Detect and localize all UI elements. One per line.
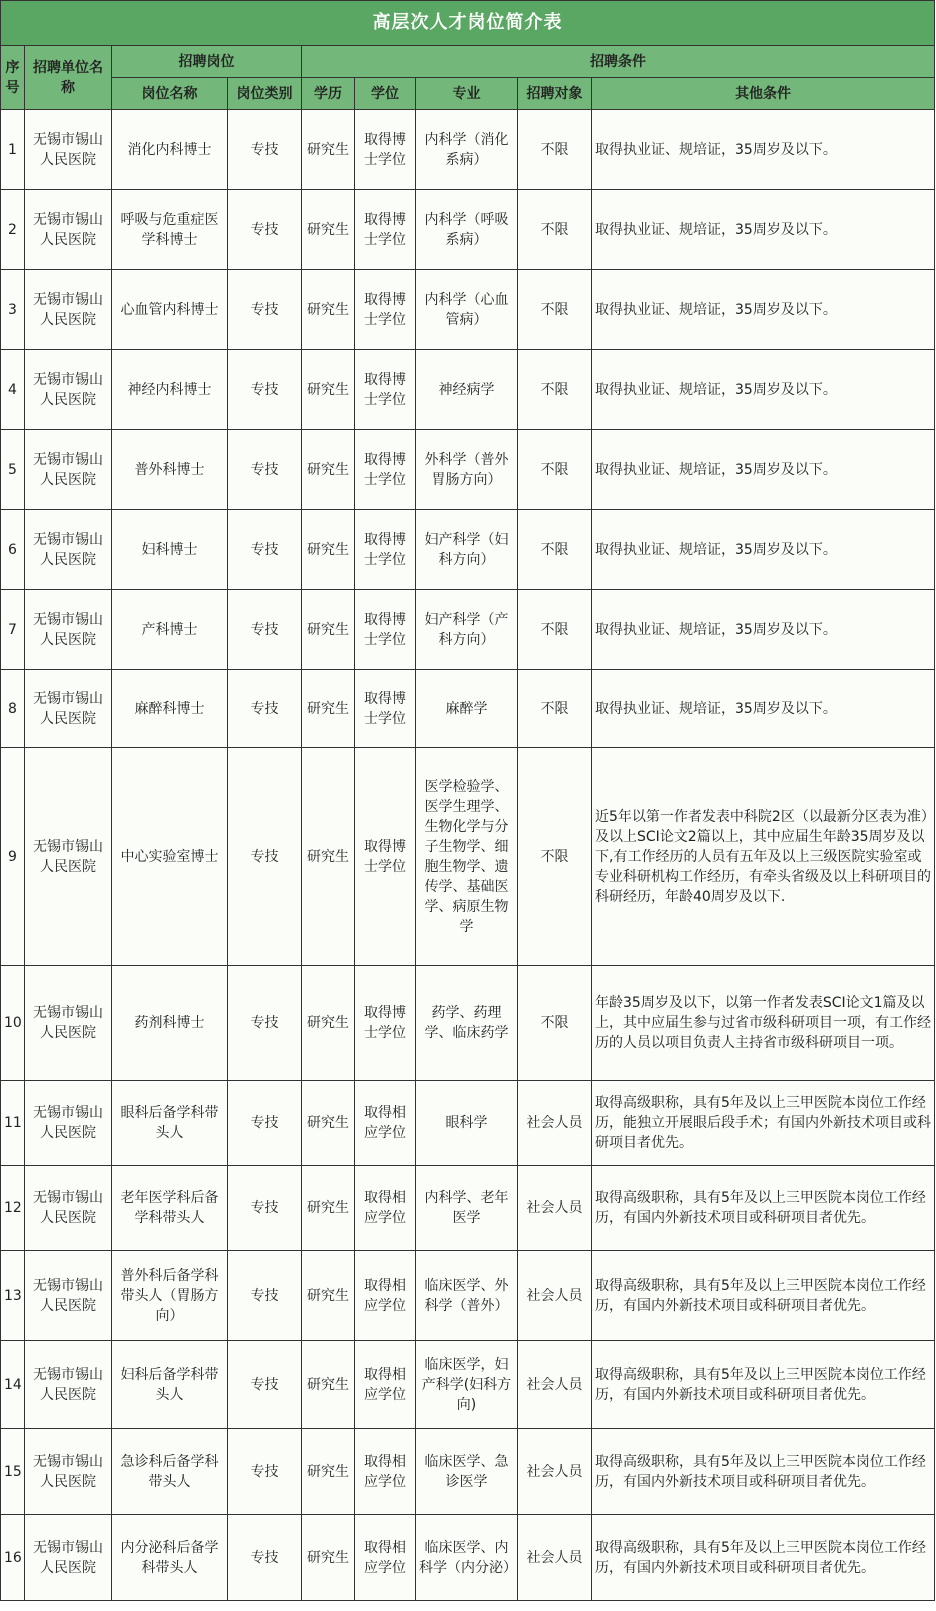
cell-target: 社会人员 [518,1251,592,1341]
table-row [1,1341,935,1429]
cell-major: 临床医学、外科学（普外） [416,1251,518,1341]
cell-major: 临床医学、内科学（内分泌） [416,1515,518,1601]
cell-position-name: 眼科后备学科带头人 [112,1081,228,1166]
cell-other: 取得高级职称，具有5年及以上三甲医院本岗位工作经历，有国内外新技术项目或科研项目者优先。 [592,1515,935,1601]
cell-target: 不限 [518,670,592,748]
cell-other: 取得执业证、规培证，35周岁及以下。 [592,670,935,748]
cell-other: 取得高级职称，具有5年及以上三甲医院本岗位工作经历，有国内外新技术项目或科研项目者优先。 [592,1341,935,1429]
cell-position-name: 心血管内科博士 [112,270,228,350]
cell-seq: 9 [1,748,25,966]
cell-position-name: 普外科后备学科带头人（胃肠方向） [112,1251,228,1341]
cell-other: 取得执业证、规培证，35周岁及以下。 [592,110,935,190]
header-target: 招聘对象 [518,78,592,110]
cell-seq: 2 [1,190,25,270]
cell-unit: 无锡市锡山人民医院 [25,670,112,748]
cell-target: 不限 [518,350,592,430]
cell-education: 研究生 [302,190,355,270]
cell-seq: 6 [1,510,25,590]
cell-degree: 取得相应学位 [355,1429,416,1515]
cell-position-type: 专技 [228,1166,302,1251]
cell-position-name: 内分泌科后备学科带头人 [112,1515,228,1601]
cell-target: 不限 [518,510,592,590]
cell-target: 不限 [518,966,592,1081]
cell-position-name: 消化内科博士 [112,110,228,190]
header-position-type: 岗位类别 [228,78,302,110]
cell-seq: 14 [1,1341,25,1429]
cell-degree: 取得相应学位 [355,1166,416,1251]
cell-other: 取得执业证、规培证，35周岁及以下。 [592,190,935,270]
cell-major: 医学检验学、医学生理学、生物化学与分子生物学、细胞生物学、遗传学、基础医学、病原生物学 [416,748,518,966]
cell-target: 不限 [518,190,592,270]
cell-education: 研究生 [302,1341,355,1429]
cell-other: 取得高级职称，具有5年及以上三甲医院本岗位工作经历，能独立开展眼后段手术；有国内外新技术项目或科研项目者优先。 [592,1081,935,1166]
table-row [1,430,935,510]
table-row [1,1515,935,1601]
cell-degree: 取得博士学位 [355,670,416,748]
cell-degree: 取得博士学位 [355,110,416,190]
cell-degree: 取得相应学位 [355,1081,416,1166]
cell-position-name: 老年医学科后备学科带头人 [112,1166,228,1251]
cell-unit: 无锡市锡山人民医院 [25,590,112,670]
cell-degree: 取得博士学位 [355,430,416,510]
cell-position-name: 产科博士 [112,590,228,670]
cell-unit: 无锡市锡山人民医院 [25,966,112,1081]
header-major: 专业 [416,78,518,110]
cell-major: 内科学（消化系病） [416,110,518,190]
cell-degree: 取得博士学位 [355,748,416,966]
table-row [1,510,935,590]
cell-target: 社会人员 [518,1166,592,1251]
cell-unit: 无锡市锡山人民医院 [25,1081,112,1166]
cell-degree: 取得博士学位 [355,590,416,670]
cell-position-type: 专技 [228,590,302,670]
cell-seq: 15 [1,1429,25,1515]
table-row [1,590,935,670]
cell-education: 研究生 [302,1515,355,1601]
cell-unit: 无锡市锡山人民医院 [25,1166,112,1251]
cell-education: 研究生 [302,110,355,190]
cell-major: 药学、药理学、临床药学 [416,966,518,1081]
table-row [1,1251,935,1341]
cell-major: 临床医学，妇产科学(妇科方向) [416,1341,518,1429]
header-other: 其他条件 [592,78,935,110]
cell-position-name: 急诊科后备学科带头人 [112,1429,228,1515]
cell-education: 研究生 [302,1081,355,1166]
cell-target: 社会人员 [518,1081,592,1166]
cell-position-type: 专技 [228,510,302,590]
cell-other: 年龄35周岁及以下，以第一作者发表SCI论文1篇及以上，其中应届生参与过省市级科研项目一项，有工作经历的人员以项目负责人主持省市级科研项目一项。 [592,966,935,1081]
cell-major: 眼科学 [416,1081,518,1166]
cell-degree: 取得相应学位 [355,1251,416,1341]
table-title: 高层次人才岗位简介表 [1,1,935,46]
cell-position-name: 妇科后备学科带头人 [112,1341,228,1429]
cell-degree: 取得博士学位 [355,190,416,270]
cell-major: 内科学、老年医学 [416,1166,518,1251]
cell-unit: 无锡市锡山人民医院 [25,1429,112,1515]
cell-position-type: 专技 [228,430,302,510]
cell-position-name: 普外科博士 [112,430,228,510]
cell-degree: 取得博士学位 [355,510,416,590]
cell-seq: 7 [1,590,25,670]
cell-position-type: 专技 [228,670,302,748]
cell-position-type: 专技 [228,1429,302,1515]
cell-unit: 无锡市锡山人民医院 [25,1515,112,1601]
cell-degree: 取得博士学位 [355,966,416,1081]
table-row [1,110,935,190]
table-row [1,270,935,350]
cell-other: 取得高级职称，具有5年及以上三甲医院本岗位工作经历，有国内外新技术项目或科研项目者优先。 [592,1429,935,1515]
cell-unit: 无锡市锡山人民医院 [25,270,112,350]
cell-position-type: 专技 [228,1341,302,1429]
cell-major: 外科学（普外胃肠方向） [416,430,518,510]
cell-target: 社会人员 [518,1341,592,1429]
cell-education: 研究生 [302,510,355,590]
header-seq: 序号 [1,46,25,110]
cell-unit: 无锡市锡山人民医院 [25,510,112,590]
cell-major: 内科学（心血管病） [416,270,518,350]
cell-position-type: 专技 [228,270,302,350]
cell-degree: 取得相应学位 [355,1341,416,1429]
cell-other: 取得高级职称，具有5年及以上三甲医院本岗位工作经历，有国内外新技术项目或科研项目者优先。 [592,1251,935,1341]
cell-seq: 5 [1,430,25,510]
cell-position-type: 专技 [228,1515,302,1601]
cell-degree: 取得博士学位 [355,350,416,430]
cell-education: 研究生 [302,590,355,670]
table-row [1,1081,935,1166]
cell-degree: 取得博士学位 [355,270,416,350]
cell-major: 妇产科学（产科方向） [416,590,518,670]
cell-position-type: 专技 [228,190,302,270]
cell-target: 不限 [518,110,592,190]
cell-position-name: 药剂科博士 [112,966,228,1081]
cell-unit: 无锡市锡山人民医院 [25,1251,112,1341]
header-position-group: 招聘岗位 [112,46,302,78]
table-row [1,670,935,748]
cell-education: 研究生 [302,1251,355,1341]
table-row [1,748,935,966]
cell-major: 麻醉学 [416,670,518,748]
header-conditions-group: 招聘条件 [302,46,935,78]
cell-unit: 无锡市锡山人民医院 [25,190,112,270]
cell-other: 取得执业证、规培证，35周岁及以下。 [592,510,935,590]
cell-degree: 取得相应学位 [355,1515,416,1601]
cell-seq: 12 [1,1166,25,1251]
cell-education: 研究生 [302,430,355,510]
cell-education: 研究生 [302,1429,355,1515]
cell-unit: 无锡市锡山人民医院 [25,748,112,966]
cell-other: 取得执业证、规培证，35周岁及以下。 [592,350,935,430]
table-row [1,1429,935,1515]
cell-position-type: 专技 [228,110,302,190]
cell-education: 研究生 [302,350,355,430]
cell-seq: 11 [1,1081,25,1166]
cell-education: 研究生 [302,1166,355,1251]
cell-position-name: 神经内科博士 [112,350,228,430]
cell-unit: 无锡市锡山人民医院 [25,1341,112,1429]
cell-position-name: 呼吸与危重症医学科博士 [112,190,228,270]
cell-position-type: 专技 [228,966,302,1081]
table-row [1,1166,935,1251]
cell-major: 妇产科学（妇科方向） [416,510,518,590]
cell-education: 研究生 [302,270,355,350]
cell-other: 取得执业证、规培证，35周岁及以下。 [592,590,935,670]
cell-seq: 3 [1,270,25,350]
cell-seq: 16 [1,1515,25,1601]
cell-seq: 8 [1,670,25,748]
table-row [1,350,935,430]
cell-position-name: 中心实验室博士 [112,748,228,966]
cell-other: 近5年以第一作者发表中科院2区（以最新分区表为准）及以上SCI论文2篇以上，其中应届生年龄35周岁及以下,有工作经历的人员有五年及以上三级医院实验室或专业科研机构工作经历，有牵头省级及以上科研项目的科研经历，年龄40周岁及以下. [592,748,935,966]
cell-major: 内科学（呼吸系病） [416,190,518,270]
cell-other: 取得执业证、规培证，35周岁及以下。 [592,270,935,350]
cell-education: 研究生 [302,670,355,748]
cell-major: 临床医学、急诊医学 [416,1429,518,1515]
cell-position-name: 麻醉科博士 [112,670,228,748]
table-row [1,966,935,1081]
cell-target: 不限 [518,430,592,510]
cell-other: 取得高级职称，具有5年及以上三甲医院本岗位工作经历，有国内外新技术项目或科研项目者优先。 [592,1166,935,1251]
cell-education: 研究生 [302,748,355,966]
cell-target: 社会人员 [518,1515,592,1601]
cell-target: 不限 [518,748,592,966]
cell-unit: 无锡市锡山人民医院 [25,110,112,190]
cell-target: 不限 [518,270,592,350]
cell-seq: 1 [1,110,25,190]
cell-seq: 4 [1,350,25,430]
cell-position-type: 专技 [228,1251,302,1341]
cell-other: 取得执业证、规培证，35周岁及以下。 [592,430,935,510]
cell-target: 社会人员 [518,1429,592,1515]
cell-education: 研究生 [302,966,355,1081]
cell-seq: 13 [1,1251,25,1341]
cell-position-name: 妇科博士 [112,510,228,590]
cell-unit: 无锡市锡山人民医院 [25,430,112,510]
cell-seq: 10 [1,966,25,1081]
cell-unit: 无锡市锡山人民医院 [25,350,112,430]
cell-position-type: 专技 [228,350,302,430]
header-position-name: 岗位名称 [112,78,228,110]
header-unit: 招聘单位名称 [25,46,112,110]
cell-position-type: 专技 [228,1081,302,1166]
cell-target: 不限 [518,590,592,670]
table-row [1,190,935,270]
header-education: 学历 [302,78,355,110]
header-degree: 学位 [355,78,416,110]
cell-position-type: 专技 [228,748,302,966]
cell-major: 神经病学 [416,350,518,430]
